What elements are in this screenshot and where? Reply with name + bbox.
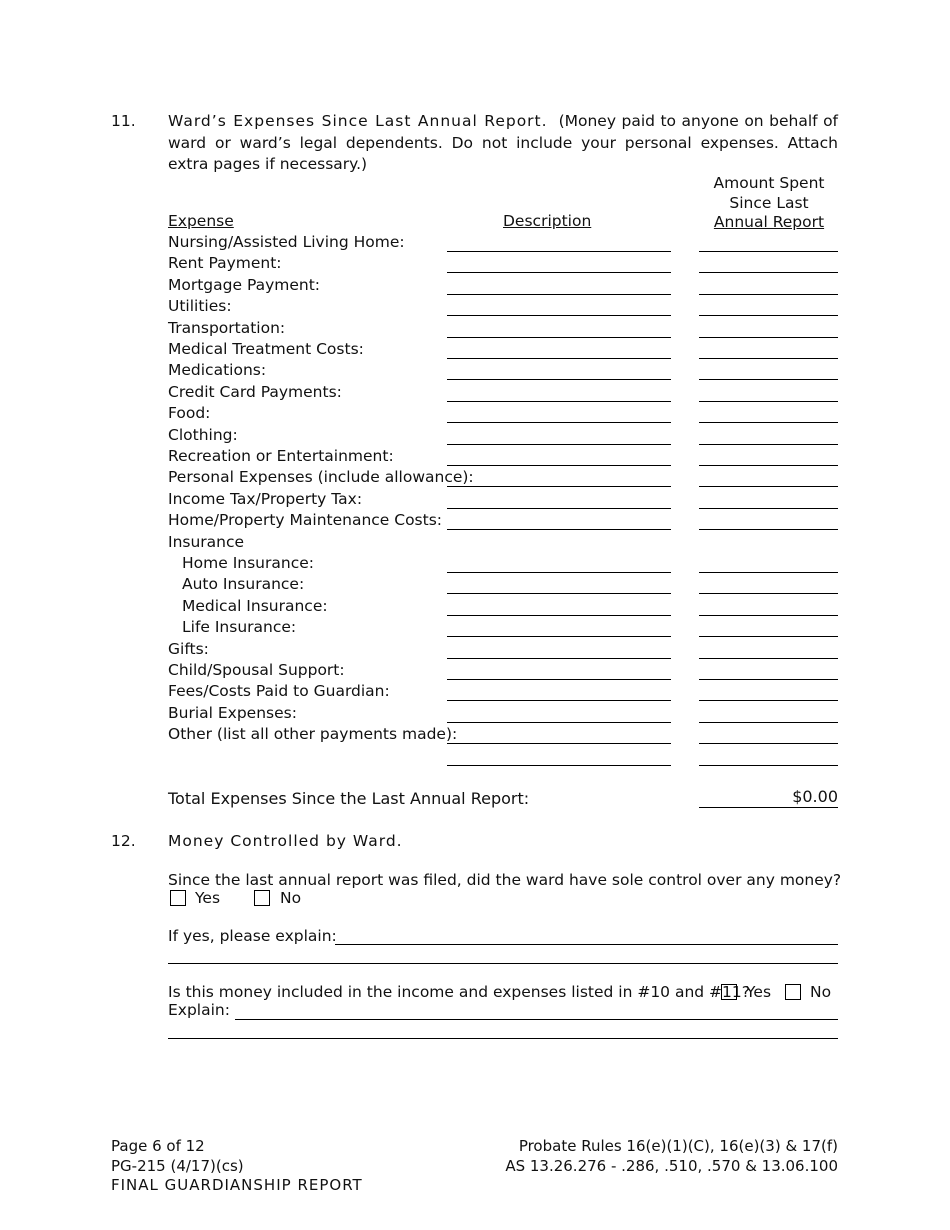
expense-row-label: Home Insurance: (182, 554, 314, 572)
expense-row-label: Child/Spousal Support: (168, 661, 345, 679)
expense-amount-field[interactable] (699, 572, 838, 573)
page-number: Page 6 of 12 (111, 1137, 205, 1155)
expense-row-label: Mortgage Payment: (168, 275, 321, 294)
expense-row-label: Clothing: (168, 425, 238, 444)
expense-description-field[interactable] (447, 315, 671, 316)
amount-header-line3: Annual Report (713, 213, 825, 231)
explain-line-1[interactable] (235, 1019, 838, 1020)
total-expenses-value[interactable]: $0.00 (699, 787, 838, 808)
expense-row-label: Food: (168, 404, 211, 423)
expense-description-field[interactable] (447, 465, 671, 466)
expense-column-header: Expense (168, 212, 234, 230)
expense-description-field[interactable] (447, 593, 671, 594)
expense-amount-field[interactable] (699, 422, 838, 423)
total-expenses-label: Total Expenses Since the Last Annual Report: (168, 789, 530, 808)
expense-description-field[interactable] (447, 272, 671, 273)
if-yes-explain-line-1[interactable] (335, 944, 838, 945)
expense-description-field[interactable] (447, 444, 671, 445)
expense-row-label: Medical Treatment Costs: (168, 340, 364, 358)
expense-description-field[interactable] (447, 679, 671, 680)
expense-description-field[interactable] (447, 486, 671, 487)
other-extra-amount-field[interactable] (699, 765, 838, 766)
expense-amount-field[interactable] (699, 315, 838, 316)
expense-description-field[interactable] (447, 636, 671, 637)
expense-row-label: Nursing/Assisted Living Home: (168, 233, 405, 251)
expense-description-field[interactable] (447, 722, 671, 723)
expense-amount-field[interactable] (699, 636, 838, 637)
expense-row-label: Gifts: (168, 639, 209, 658)
description-column-header: Description (503, 212, 592, 230)
expense-row-label: Personal Expenses (include allowance): (168, 468, 474, 487)
expense-description-field[interactable] (447, 700, 671, 701)
money-included-no-checkbox[interactable] (785, 984, 801, 1000)
section-11-number: 11. (111, 112, 136, 130)
expense-row-label: Medical Insurance: (182, 596, 328, 615)
expense-row-label: Credit Card Payments: (168, 382, 342, 401)
expense-amount-field[interactable] (699, 379, 838, 380)
expense-row-label: Auto Insurance: (182, 575, 305, 594)
expense-amount-field[interactable] (699, 465, 838, 466)
section-12-title: Money Controlled by Ward. (168, 832, 403, 850)
expense-amount-field[interactable] (699, 401, 838, 402)
expense-amount-field[interactable] (699, 358, 838, 359)
sole-control-yes-label: Yes (195, 889, 221, 907)
expense-row-label: Recreation or Entertainment: (168, 447, 394, 465)
money-included-yes-label: Yes (746, 983, 772, 1001)
amount-header-line1: Amount Spent (713, 174, 825, 192)
amount-header-line2: Since Last (729, 193, 809, 212)
expense-description-field[interactable] (447, 529, 671, 530)
section-12-number: 12. (111, 832, 136, 850)
if-yes-explain-line-2[interactable] (168, 963, 838, 964)
expense-row-label: Life Insurance: (182, 618, 297, 637)
expense-description-field[interactable] (447, 572, 671, 573)
section-11-intro (168, 111, 838, 176)
section-11-title: Ward’s Expenses Since Last Annual Report. (168, 112, 548, 130)
expense-description-field[interactable] (447, 294, 671, 295)
expense-row-label: Other (list all other payments made): (168, 725, 458, 744)
expense-amount-field[interactable] (699, 337, 838, 338)
expense-description-field[interactable] (447, 358, 671, 359)
expense-row-label: Transportation: (168, 318, 286, 337)
expense-amount-field[interactable] (699, 251, 838, 252)
sole-control-no-label: No (280, 889, 302, 907)
expense-description-field[interactable] (447, 422, 671, 423)
amount-column-header (700, 174, 838, 233)
if-yes-explain-label: If yes, please explain: (168, 927, 337, 945)
expense-row-label: Fees/Costs Paid to Guardian: (168, 682, 390, 701)
explain-line-2[interactable] (168, 1038, 838, 1039)
expense-amount-field[interactable] (699, 679, 838, 680)
expense-amount-field[interactable] (699, 529, 838, 530)
footer-right (505, 1137, 838, 1176)
expense-amount-field[interactable] (699, 700, 838, 701)
probate-rules: Probate Rules 16(e)(1)(C), 16(e)(3) & 17(f) (518, 1137, 838, 1155)
expense-amount-field[interactable] (699, 486, 838, 487)
expense-description-field[interactable] (447, 379, 671, 380)
money-included-question: Is this money included in the income and expenses listed in #10 and #11? (168, 983, 750, 1001)
expense-row-label: Burial Expenses: (168, 703, 297, 722)
other-extra-description-field[interactable] (447, 765, 671, 766)
expense-description-field[interactable] (447, 743, 671, 744)
expense-amount-field[interactable] (699, 444, 838, 445)
expense-description-field[interactable] (447, 508, 671, 509)
expense-row-label: Home/Property Maintenance Costs: (168, 511, 443, 530)
expense-description-field[interactable] (447, 337, 671, 338)
expense-amount-field[interactable] (699, 743, 838, 744)
sole-control-no-checkbox[interactable] (254, 890, 270, 906)
form-id: PG-215 (4/17)(cs) (111, 1156, 244, 1175)
explain-label: Explain: (168, 1001, 230, 1019)
section-11-instructions: (Money paid to anyone on behalf of ward or ward’s legal dependents. Do not include your personal expenses. Attach extra pages if necessary.) (168, 112, 839, 173)
expense-amount-field[interactable] (699, 593, 838, 594)
expense-row-label: Utilities: (168, 297, 232, 316)
sole-control-yes-checkbox[interactable] (170, 890, 186, 906)
footer-left (111, 1137, 363, 1196)
money-included-no-label: No (810, 983, 832, 1001)
money-included-yes-checkbox[interactable] (721, 984, 737, 1000)
expense-description-field[interactable] (447, 251, 671, 252)
expense-row-label: Income Tax/Property Tax: (168, 489, 363, 508)
expense-amount-field[interactable] (699, 615, 838, 616)
expense-row-label: Medications: (168, 361, 267, 380)
expense-description-field[interactable] (447, 658, 671, 659)
statutes: AS 13.26.276 - .286, .510, .570 & 13.06.100 (505, 1156, 838, 1175)
expense-amount-field[interactable] (699, 722, 838, 723)
expense-description-field[interactable] (447, 401, 671, 402)
sole-control-question: Since the last annual report was filed, did the ward have sole control over any money? (168, 871, 842, 889)
expense-row-label: Rent Payment: (168, 254, 282, 273)
expense-row-label: Insurance (168, 532, 245, 551)
expense-description-field[interactable] (447, 615, 671, 616)
expense-amount-field[interactable] (699, 508, 838, 509)
expense-amount-field[interactable] (699, 272, 838, 273)
form-title: FINAL GUARDIANSHIP REPORT (111, 1176, 363, 1194)
expense-amount-field[interactable] (699, 294, 838, 295)
expense-amount-field[interactable] (699, 658, 838, 659)
